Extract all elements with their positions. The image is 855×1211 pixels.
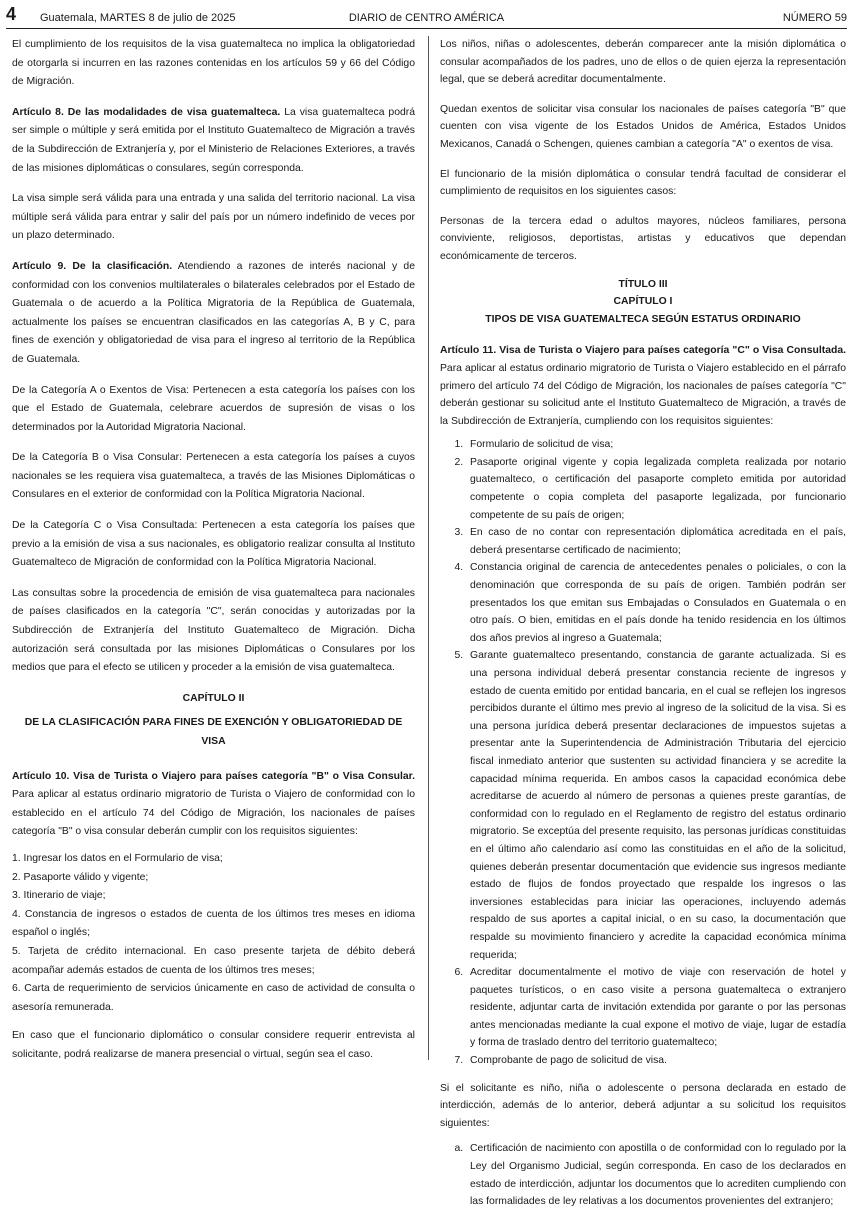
paragraph: Quedan exentos de solicitar visa consular los nacionales de países categoría "B" que cuenten con visa vigente de los Estados Unidos de América, Estados Unidos Mexicanos, Canadá o Schengen, quienes cambian a categoría "A" o exentos de visa.	[440, 103, 846, 150]
list-item: 5. Tarjeta de crédito internacional. En caso presente tarjeta de débito deberá acompañar además estados de cuenta de los últimos tres meses;	[12, 945, 415, 976]
paragraph: Artículo 11. Visa de Turista o Viajero para países categoría "C" o Visa Consultada. Para aplicar al estatus ordinario migratorio de Turista o Viajero establecido en el párrafo primero del artículo 74 del Código de Migración, los nacionales de países categoría "C" deberán gestionar su solicitud ante el Instituto Guatemalteco de Migración, a través de la Subdirección de Extranjería, cumpliendo con los requisitos siguientes:	[440, 345, 846, 427]
paragraph: Artículo 9. De la clasificación. Atendiendo a razones de interés nacional y de conformidad con los convenios multilaterales o bilaterales celebrados por el Estado de Guatemala o de acuerdo a la Política Migratoria de la República de Guatemala, actualmente los países se encuentran clasificados en las categorías A, B y C, para fines de exención y obligatoriedad de visa para el ingreso al territorio de la República de Guatemala.	[12, 260, 415, 365]
paragraph: Los niños, niñas o adolescentes, deberán comparecer ante la misión diplomática o consular acompañados de los padres, uno de ellos o de quien ejerza la representación legal, que se deberá acreditar documentalmente.	[440, 39, 846, 86]
chapter-subheading: TIPOS DE VISA GUATEMALTECA SEGÚN ESTATUS ORDINARIO	[485, 313, 801, 325]
chapter-heading: CAPÍTULO II	[182, 692, 245, 704]
list-item: 4. Constancia original de carencia de antecedentes penales o policiales, o con la denominación que corresponda de su país de origen. También podrán ser presentados los que emitan sus Embajadas o Consulados en Guatemala o en otro país. O bien, emitidas en el país donde ha tenido residencia en los últimos dos años previos al ingreso a Guatemala;	[466, 559, 846, 647]
requirements-list	[12, 850, 415, 1017]
paragraph: De la Categoría A o Exentos de Visa: Pertenecen a esta categoría los países con los que el Estado de Guatemala, celebrare acuerdos de supresión de visas o los determinados por la Autoridad Migratoria Nacional.	[12, 384, 415, 433]
article-heading: Artículo 9. De la clasificación.	[12, 260, 173, 272]
list-item: 3. En caso de no contar con representación diplomática acreditada en el país, deberá presentarse certificado de nacimiento;	[466, 524, 846, 559]
column-divider	[428, 36, 429, 1060]
paragraph: De la Categoría B o Visa Consular: Pertenecen a esta categoría los países a cuyos nacionales se les requiera visa guatemalteca, a través de las Misiones Diplomáticas o Consulares en el exterior de conformidad con la Política Migratoria Nacional.	[12, 452, 415, 501]
paragraph: Si el solicitante es niño, niña o adolescente o persona declarada en estado de interdicción, además de lo anterior, deberá adjuntar a su solicitud los requisitos siguientes:	[440, 1082, 846, 1129]
chapter-heading: CAPÍTULO I	[613, 296, 673, 308]
list-item: 7. Comprobante de pago de solicitud de visa.	[466, 1052, 846, 1070]
page-number: 4	[6, 4, 17, 24]
article-heading: Artículo 11. Visa de Turista o Viajero para países categoría "C" o Visa Consultada.	[440, 345, 846, 357]
left-column	[12, 36, 415, 1077]
paragraph: El cumplimiento de los requisitos de la visa guatemalteca no implica la obligatoriedad de otorgarla si incurren en las razones contenidas en los artículos 59 y 66 del Código de Migración.	[12, 39, 415, 88]
list-item: 1. Ingresar los datos en el Formulario de visa;	[12, 852, 223, 864]
list-item: 5. Garante guatemalteco presentando, constancia de garante actualizada. Si es una persona individual deberá presentar constancia reciente de ingresos y estado de cuenta emitido por entidad bancaria, en el cual se reflejen los ingresos percibidos durante el último mes previo al ingreso de la solicitud de la visa. Si es una persona jurídica deberá presentar declaraciones de impuestos sujetas a presentar ante la Superintendencia de Administración Tributaria del ejercicio fiscal inmediato anterior que sustenten su actividad financiera y se acredite la capacidad mínima requerida. En ambos casos la capacidad económica debe acreditarse de acuerdo al número de personas a quienes preste garantías, de conformidad con lo regulado en el Reglamento de registro del estatus ordinario migratorio. Se exceptúa del presente requisito, las personas jurídicas constituidas en el último año calendario así como las constituidas en el año de la solicitud, quienes deberán presentar documentación que evidencie sus ingresos mediante estado de flujos de fondos proyectado que respalde los ingresos o las inversiones establecidas para iniciar las operaciones, incluyendo además respaldo de sus aportes a capital inicial, o en su caso, la documentación que respalde su movimiento financiero y acredite la capacidad económica mínima requerida;	[466, 647, 846, 964]
list-item: 6. Carta de requerimiento de servicios únicamente en caso de actividad de consulta o asesoría remunerada.	[12, 983, 415, 1013]
paragraph: En caso que el funcionario diplomático o consular considere requerir entrevista al solicitante, podrá realizarse de manera presencial o virtual, según sea el caso.	[12, 1030, 415, 1060]
minor-requirements-list	[440, 1140, 846, 1210]
chapter-subheading: DE LA CLASIFICACIÓN PARA FINES DE EXENCIÓN Y OBLIGATORIEDAD DE VISA	[24, 717, 403, 747]
paragraph: De la Categoría C o Visa Consultada: Pertenecen a esta categoría los países que previo a la emisión de visa a sus nacionales, es obligatorio realizar consulta al Instituto Guatemalteco de Migración de conformidad con la Política Migratoria Nacional.	[12, 520, 415, 569]
paragraph: Personas de la tercera edad o adultos mayores, núcleos familiares, persona conviviente, religiosos, deportistas, artistas y educativos que dependan económicamente de terceros.	[440, 215, 846, 262]
requirements-list	[440, 436, 846, 1069]
issue-number: NÚMERO 59	[782, 12, 847, 24]
header-date: Guatemala, MARTES 8 de julio de 2025	[40, 12, 236, 24]
list-item: 2. Pasaporte original vigente y copia legalizada completa realizada por notario guatemalteco, o certificación del pasaporte completo emitida por autoridad competente o copia completa del pasaporte legalizada, por funcionario competente de su país de origen;	[466, 454, 846, 524]
right-column	[440, 36, 846, 1211]
list-item: a. Certificación de nacimiento con apostilla o de conformidad con lo regulado por la Ley del Organismo Judicial, según corresponda. En caso de los declarados en estado de interdicción, adjuntar los documentos que lo acrediten cumpliendo con las formalidades de ley relativas a los documentos provenientes del extranjero;	[466, 1140, 846, 1210]
paragraph: Las consultas sobre la procedencia de emisión de visa guatemalteca para nacionales de países clasificados en la categoría "C", serán conocidas y autorizadas por la Subdirección de Extranjería del Instituto Guatemalteco de Migración. Dicha autorización será consultada por las misiones Diplomáticas o Consulares por los medios que para el efecto se utilicen y proceder a la emisión de visa guatemalteca.	[12, 587, 415, 674]
paragraph: Artículo 10. Visa de Turista o Viajero para países categoría "B" o Visa Consular. Para aplicar al estatus ordinario migratorio de Turista o Viajero de conformidad con lo establecido en el artículo 74 del Código de Migración, los nacionales de países categoría "B" o visa consular deberán cumplir con los requisitos siguientes:	[12, 770, 415, 838]
article-heading: Artículo 10. Visa de Turista o Viajero para países categoría "B" o Visa Consular.	[12, 770, 415, 782]
page-header	[6, 6, 847, 29]
paragraph: El funcionario de la misión diplomática o consular tendrá facultad de considerar el cumplimiento de requisitos en los siguientes casos:	[440, 168, 846, 198]
list-item: 6. Acreditar documentalmente el motivo de viaje con reservación de hotel y paquetes turísticos, o en caso visite a persona guatemalteca o extranjero residente, adjuntar carta de invitación extendida por garante o por las personas antes mencionadas mediante la cual expone el motivo de viaje, lugar de estadía y forma de traslado dentro del territorio guatemalteco;	[466, 964, 846, 1052]
title-heading: TÍTULO III	[618, 278, 668, 290]
list-item: 3. Itinerario de viaje;	[12, 890, 106, 902]
paragraph: Artículo 8. De las modalidades de visa guatemalteca. La visa guatemalteca podrá ser simple o múltiple y será emitida por el Instituto Guatemalteco de Migración a través de la Subdirección de Extranjería y, por el Ministerio de Relaciones Exteriores, a través de las misiones diplomáticas o consulares, según corresponda.	[12, 106, 416, 174]
list-item: 1. Formulario de solicitud de visa;	[466, 436, 846, 454]
newspaper-title: DIARIO de CENTRO AMÉRICA	[348, 12, 505, 24]
article-heading: Artículo 8. De las modalidades de visa guatemalteca.	[12, 106, 281, 118]
list-item: 4. Constancia de ingresos o estados de cuenta de los últimos tres meses en idioma español o inglés;	[12, 908, 415, 939]
paragraph: La visa simple será válida para una entrada y una salida del territorio nacional. La visa múltiple será válida para entrar y salir del país por un número indefinido de veces por un plazo determinado.	[12, 193, 415, 242]
list-item: 2. Pasaporte válido y vigente;	[12, 871, 149, 883]
